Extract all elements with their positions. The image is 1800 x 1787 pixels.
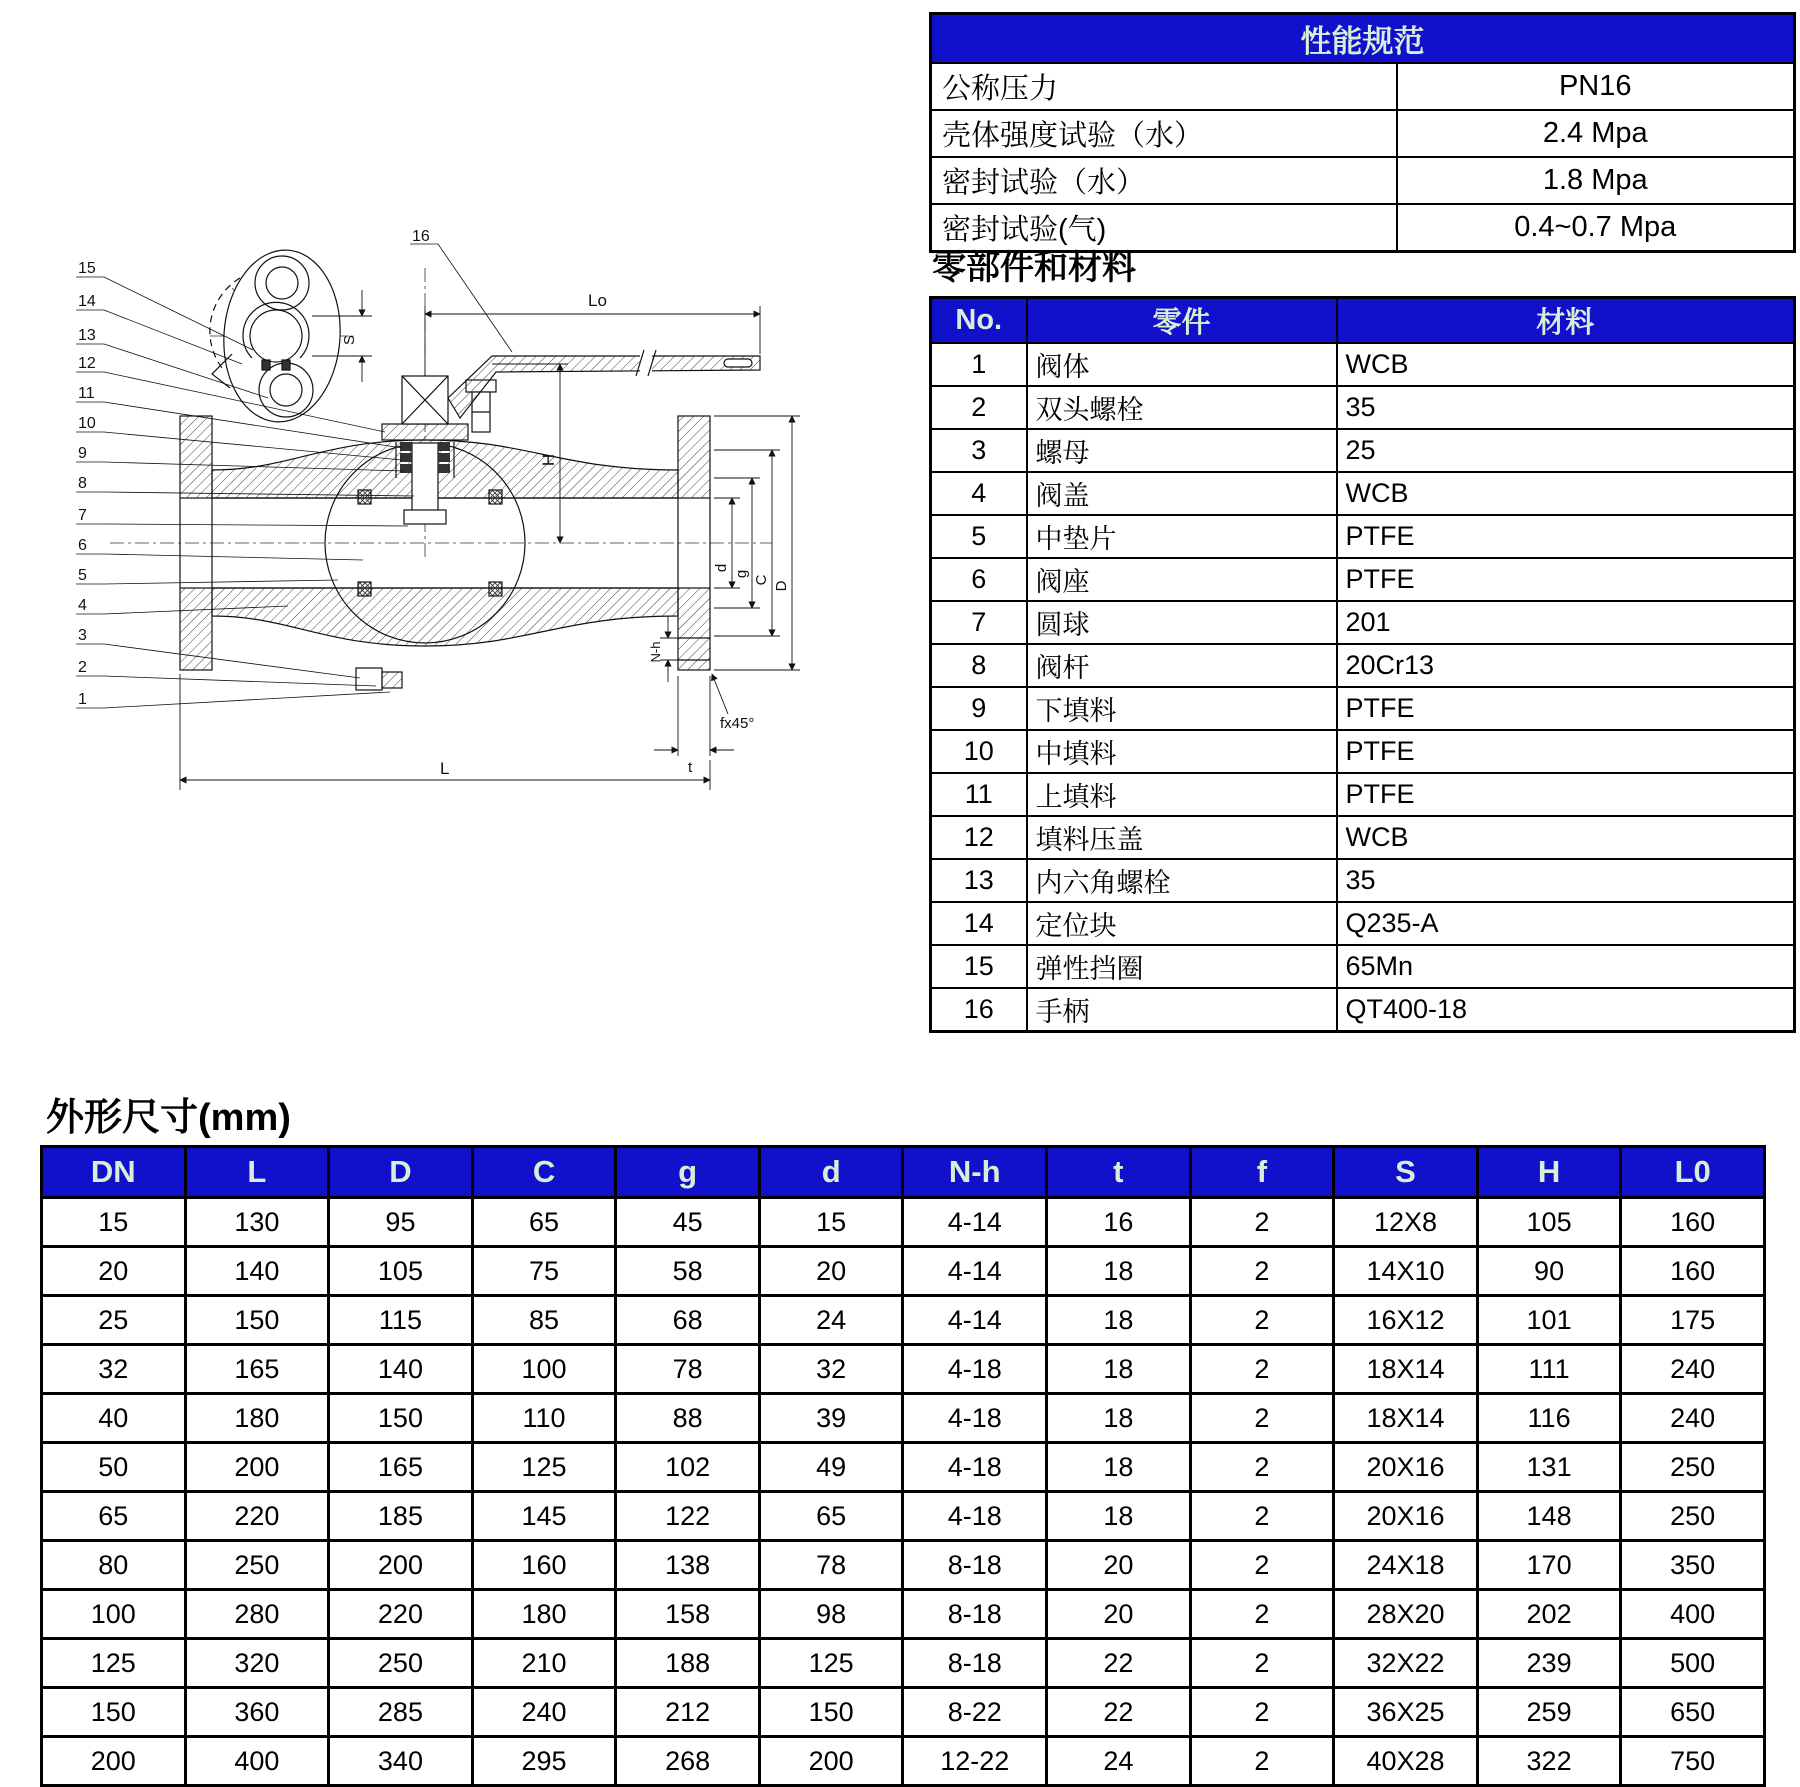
dims-cell: 75 (472, 1247, 616, 1296)
dims-cell: 111 (1477, 1345, 1621, 1394)
parts-row (931, 515, 1795, 558)
part-name-cell: 螺母 (1027, 429, 1337, 472)
part-material-cell: QT400-18 (1337, 988, 1795, 1032)
callout-6: 6 (78, 537, 87, 554)
dims-cell: 65 (759, 1492, 903, 1541)
parts-row (931, 687, 1795, 730)
dims-cell: 165 (329, 1443, 473, 1492)
spec-row (931, 63, 1795, 110)
dims-cell: 131 (1477, 1443, 1621, 1492)
parts-col-no: No. (931, 298, 1027, 344)
dims-col-g: g (616, 1147, 760, 1198)
dims-cell: 2 (1190, 1296, 1334, 1345)
dims-cell: 240 (1621, 1345, 1765, 1394)
parts-row (931, 902, 1795, 945)
dims-cell: 200 (759, 1737, 903, 1786)
part-name-cell: 阀盖 (1027, 472, 1337, 515)
spec-table-body (931, 63, 1795, 252)
part-name-cell: 阀体 (1027, 343, 1337, 386)
dims-cell: 148 (1477, 1492, 1621, 1541)
dims-cell: 65 (42, 1492, 186, 1541)
part-no-cell: 12 (931, 816, 1027, 859)
part-material-cell: 65Mn (1337, 945, 1795, 988)
part-name-cell: 内六角螺栓 (1027, 859, 1337, 902)
outline-dimensions-table (40, 1145, 1766, 1787)
dims-cell: 2 (1190, 1590, 1334, 1639)
dims-cell: 45 (616, 1198, 760, 1247)
part-material-cell: 20Cr13 (1337, 644, 1795, 687)
part-no-cell: 7 (931, 601, 1027, 644)
dimensions-section-heading: 外形尺寸(mm) (46, 1097, 291, 1139)
performance-spec-table (929, 12, 1796, 253)
dims-cell: 4-14 (903, 1198, 1047, 1247)
dim-label-c: C (753, 574, 770, 586)
parts-row (931, 988, 1795, 1032)
dims-cell: 24 (1047, 1737, 1191, 1786)
dims-cell: 12-22 (903, 1737, 1047, 1786)
spec-row-label: 壳体强度试验（水） (931, 110, 1397, 157)
parts-row (931, 429, 1795, 472)
dims-cell: 158 (616, 1590, 760, 1639)
dims-cell: 650 (1621, 1688, 1765, 1737)
part-no-cell: 10 (931, 730, 1027, 773)
dims-cell: 2 (1190, 1198, 1334, 1247)
dims-col-l0: L0 (1621, 1147, 1765, 1198)
dims-cell: 40 (42, 1394, 186, 1443)
dims-table-body (42, 1198, 1765, 1786)
dims-row (42, 1394, 1765, 1443)
dims-cell: 4-18 (903, 1394, 1047, 1443)
callout-10: 10 (78, 415, 96, 432)
spec-row-label: 密封试验（水） (931, 157, 1397, 204)
part-name-cell: 中垫片 (1027, 515, 1337, 558)
dims-cell: 8-18 (903, 1639, 1047, 1688)
dims-cell: 15 (42, 1198, 186, 1247)
dims-cell: 20 (1047, 1541, 1191, 1590)
dims-cell: 8-22 (903, 1688, 1047, 1737)
dims-col-t: t (1047, 1147, 1191, 1198)
spec-row-label: 密封试验(气) (931, 204, 1397, 252)
parts-row (931, 472, 1795, 515)
parts-col-part: 零件 (1027, 298, 1337, 344)
dims-row (42, 1198, 1765, 1247)
dims-cell: 322 (1477, 1737, 1621, 1786)
dims-cell: 285 (329, 1688, 473, 1737)
dims-cell: 88 (616, 1394, 760, 1443)
dims-cell: 125 (472, 1443, 616, 1492)
dim-label-big-d: D (773, 580, 790, 592)
callout-3: 3 (78, 627, 87, 644)
dims-cell: 101 (1477, 1296, 1621, 1345)
dims-cell: 28X20 (1334, 1590, 1478, 1639)
dims-cell: 240 (1621, 1394, 1765, 1443)
dims-cell: 2 (1190, 1639, 1334, 1688)
dims-cell: 100 (42, 1590, 186, 1639)
dims-cell: 185 (329, 1492, 473, 1541)
dims-cell: 175 (1621, 1296, 1765, 1345)
dims-cell: 400 (1621, 1590, 1765, 1639)
dims-cell: 105 (1477, 1198, 1621, 1247)
dims-cell: 18 (1047, 1394, 1191, 1443)
dims-col-nh: N-h (903, 1147, 1047, 1198)
dims-cell: 170 (1477, 1541, 1621, 1590)
dims-cell: 20 (42, 1247, 186, 1296)
dims-row (42, 1296, 1765, 1345)
part-material-cell: Q235-A (1337, 902, 1795, 945)
dims-cell: 240 (472, 1688, 616, 1737)
dims-cell: 50 (42, 1443, 186, 1492)
dims-cell: 150 (185, 1296, 329, 1345)
ball-valve-technical-drawing (60, 228, 800, 848)
dims-cell: 150 (42, 1688, 186, 1737)
dims-cell: 78 (759, 1541, 903, 1590)
dim-label-chamfer: fx45° (720, 715, 755, 732)
dims-cell: 18 (1047, 1492, 1191, 1541)
callout-14: 14 (78, 293, 96, 310)
dims-cell: 160 (1621, 1247, 1765, 1296)
dim-label-t: t (688, 759, 693, 776)
spec-row (931, 110, 1795, 157)
parts-row (931, 945, 1795, 988)
dims-cell: 220 (329, 1590, 473, 1639)
part-no-cell: 16 (931, 988, 1027, 1032)
dims-cell: 102 (616, 1443, 760, 1492)
dim-label-lo: Lo (588, 291, 607, 310)
dims-cell: 105 (329, 1247, 473, 1296)
dims-col-h: H (1477, 1147, 1621, 1198)
dims-col-s: S (1334, 1147, 1478, 1198)
dims-cell: 165 (185, 1345, 329, 1394)
dims-cell: 20 (1047, 1590, 1191, 1639)
dims-cell: 65 (472, 1198, 616, 1247)
part-no-cell: 15 (931, 945, 1027, 988)
dims-cell: 32 (42, 1345, 186, 1394)
dims-cell: 85 (472, 1296, 616, 1345)
part-no-cell: 1 (931, 343, 1027, 386)
dims-cell: 18 (1047, 1296, 1191, 1345)
dims-cell: 140 (329, 1345, 473, 1394)
dims-cell: 145 (472, 1492, 616, 1541)
dims-cell: 24X18 (1334, 1541, 1478, 1590)
callout-15: 15 (78, 260, 96, 277)
dims-row (42, 1639, 1765, 1688)
dims-cell: 4-18 (903, 1345, 1047, 1394)
dims-cell: 360 (185, 1688, 329, 1737)
spec-row-value: 1.8 Mpa (1397, 157, 1795, 204)
dims-col-l: L (185, 1147, 329, 1198)
dims-cell: 2 (1190, 1492, 1334, 1541)
dims-row (42, 1541, 1765, 1590)
callout-2: 2 (78, 659, 87, 676)
dims-cell: 40X28 (1334, 1737, 1478, 1786)
dims-cell: 78 (616, 1345, 760, 1394)
dims-cell: 39 (759, 1394, 903, 1443)
dims-col-d: D (329, 1147, 473, 1198)
dims-cell: 212 (616, 1688, 760, 1737)
dims-cell: 18 (1047, 1443, 1191, 1492)
part-material-cell: PTFE (1337, 730, 1795, 773)
dims-cell: 150 (329, 1394, 473, 1443)
dims-cell: 250 (185, 1541, 329, 1590)
spec-table-title: 性能规范 (931, 14, 1795, 64)
dim-label-d: d (713, 563, 730, 573)
dims-cell: 15 (759, 1198, 903, 1247)
dims-cell: 750 (1621, 1737, 1765, 1786)
part-no-cell: 5 (931, 515, 1027, 558)
dims-cell: 280 (185, 1590, 329, 1639)
part-material-cell: WCB (1337, 472, 1795, 515)
dims-cell: 140 (185, 1247, 329, 1296)
dims-row (42, 1737, 1765, 1786)
valve-section-geometry (110, 246, 772, 690)
parts-row (931, 644, 1795, 687)
dims-cell: 20 (759, 1247, 903, 1296)
parts-section-heading: 零部件和材料 (932, 249, 1136, 287)
dims-cell: 18X14 (1334, 1394, 1478, 1443)
dims-row (42, 1443, 1765, 1492)
spec-row-value: 0.4~0.7 Mpa (1397, 204, 1795, 252)
callout-11: 11 (78, 385, 95, 402)
part-no-cell: 6 (931, 558, 1027, 601)
parts-table-header (931, 298, 1795, 344)
parts-table-body (931, 343, 1795, 1032)
part-name-cell: 阀杆 (1027, 644, 1337, 687)
dims-row (42, 1492, 1765, 1541)
dims-cell: 4-18 (903, 1492, 1047, 1541)
dims-cell: 220 (185, 1492, 329, 1541)
part-name-cell: 上填料 (1027, 773, 1337, 816)
dim-label-s: S (341, 334, 358, 346)
dims-cell: 14X10 (1334, 1247, 1478, 1296)
dims-cell: 340 (329, 1737, 473, 1786)
dims-cell: 58 (616, 1247, 760, 1296)
part-no-cell: 8 (931, 644, 1027, 687)
dims-cell: 32X22 (1334, 1639, 1478, 1688)
dims-cell: 110 (472, 1394, 616, 1443)
dims-cell: 20X16 (1334, 1443, 1478, 1492)
part-name-cell: 手柄 (1027, 988, 1337, 1032)
part-no-cell: 9 (931, 687, 1027, 730)
dims-cell: 25 (42, 1296, 186, 1345)
dim-label-h: H (539, 453, 558, 467)
part-material-cell: 35 (1337, 386, 1795, 429)
callout-16: 16 (412, 228, 430, 245)
dims-cell: 160 (472, 1541, 616, 1590)
dim-label-g: g (733, 569, 750, 579)
part-no-cell: 13 (931, 859, 1027, 902)
dims-cell: 4-14 (903, 1247, 1047, 1296)
part-no-cell: 14 (931, 902, 1027, 945)
part-material-cell: WCB (1337, 343, 1795, 386)
spec-row-label: 公称压力 (931, 63, 1397, 110)
dims-cell: 259 (1477, 1688, 1621, 1737)
part-no-cell: 11 (931, 773, 1027, 816)
parts-col-material: 材料 (1337, 298, 1795, 344)
dims-cell: 200 (185, 1443, 329, 1492)
part-material-cell: PTFE (1337, 558, 1795, 601)
dims-cell: 295 (472, 1737, 616, 1786)
dims-cell: 32 (759, 1345, 903, 1394)
part-no-cell: 2 (931, 386, 1027, 429)
dims-cell: 2 (1190, 1443, 1334, 1492)
dims-col-c: C (472, 1147, 616, 1198)
dims-cell: 188 (616, 1639, 760, 1688)
callout-5: 5 (78, 567, 87, 584)
valve-body-lower-wall (212, 588, 678, 646)
parts-row (931, 386, 1795, 429)
part-name-cell: 圆球 (1027, 601, 1337, 644)
dims-cell: 4-18 (903, 1443, 1047, 1492)
part-name-cell: 下填料 (1027, 687, 1337, 730)
dims-cell: 500 (1621, 1639, 1765, 1688)
dims-col-f: f (1190, 1147, 1334, 1198)
parts-row (931, 859, 1795, 902)
dims-cell: 68 (616, 1296, 760, 1345)
part-material-cell: 201 (1337, 601, 1795, 644)
spec-row (931, 157, 1795, 204)
dims-cell: 122 (616, 1492, 760, 1541)
dims-row (42, 1590, 1765, 1639)
parts-row (931, 343, 1795, 386)
parts-materials-table (929, 296, 1796, 1033)
dims-cell: 100 (472, 1345, 616, 1394)
dims-cell: 95 (329, 1198, 473, 1247)
callout-4: 4 (78, 597, 87, 614)
spec-row-value: PN16 (1397, 63, 1795, 110)
dims-cell: 250 (329, 1639, 473, 1688)
dims-cell: 22 (1047, 1639, 1191, 1688)
dims-cell: 130 (185, 1198, 329, 1247)
dims-cell: 8-18 (903, 1590, 1047, 1639)
dims-cell: 18 (1047, 1345, 1191, 1394)
dims-cell: 268 (616, 1737, 760, 1786)
dims-cell: 202 (1477, 1590, 1621, 1639)
dims-cell: 90 (1477, 1247, 1621, 1296)
dims-cell: 210 (472, 1639, 616, 1688)
dims-cell: 150 (759, 1688, 903, 1737)
dims-cell: 24 (759, 1296, 903, 1345)
part-name-cell: 定位块 (1027, 902, 1337, 945)
dims-cell: 125 (42, 1639, 186, 1688)
dims-cell: 138 (616, 1541, 760, 1590)
dims-col-d2: d (759, 1147, 903, 1198)
dims-cell: 2 (1190, 1737, 1334, 1786)
dims-row (42, 1345, 1765, 1394)
dims-cell: 36X25 (1334, 1688, 1478, 1737)
dims-table-header (42, 1147, 1765, 1198)
dims-cell: 49 (759, 1443, 903, 1492)
dims-cell: 8-18 (903, 1541, 1047, 1590)
dims-cell: 22 (1047, 1688, 1191, 1737)
parts-row (931, 601, 1795, 644)
callout-7: 7 (78, 507, 87, 524)
callout-9: 9 (78, 445, 87, 462)
dims-cell: 180 (185, 1394, 329, 1443)
dims-cell: 2 (1190, 1394, 1334, 1443)
dims-cell: 12X8 (1334, 1198, 1478, 1247)
dims-cell: 18X14 (1334, 1345, 1478, 1394)
dims-row (42, 1688, 1765, 1737)
parts-row (931, 773, 1795, 816)
part-material-cell: PTFE (1337, 515, 1795, 558)
dims-cell: 2 (1190, 1541, 1334, 1590)
spec-row-value: 2.4 Mpa (1397, 110, 1795, 157)
dims-cell: 250 (1621, 1443, 1765, 1492)
dim-label-n-h: N-h (648, 641, 663, 663)
callout-12: 12 (78, 355, 96, 372)
dims-cell: 160 (1621, 1198, 1765, 1247)
callout-1: 1 (78, 691, 87, 708)
dims-cell: 400 (185, 1737, 329, 1786)
dims-cell: 116 (1477, 1394, 1621, 1443)
dims-cell: 2 (1190, 1688, 1334, 1737)
parts-row (931, 558, 1795, 601)
dims-cell: 16 (1047, 1198, 1191, 1247)
dims-cell: 180 (472, 1590, 616, 1639)
part-material-cell: PTFE (1337, 773, 1795, 816)
part-name-cell: 填料压盖 (1027, 816, 1337, 859)
dims-cell: 320 (185, 1639, 329, 1688)
spec-table-header (931, 14, 1795, 64)
dims-cell: 200 (329, 1541, 473, 1590)
dims-cell: 250 (1621, 1492, 1765, 1541)
dims-cell: 16X12 (1334, 1296, 1478, 1345)
part-no-cell: 3 (931, 429, 1027, 472)
dims-cell: 239 (1477, 1639, 1621, 1688)
part-material-cell: 35 (1337, 859, 1795, 902)
dims-cell: 115 (329, 1296, 473, 1345)
part-name-cell: 弹性挡圈 (1027, 945, 1337, 988)
part-no-cell: 4 (931, 472, 1027, 515)
part-name-cell: 中填料 (1027, 730, 1337, 773)
dim-label-l: L (440, 759, 450, 778)
dims-cell: 20X16 (1334, 1492, 1478, 1541)
dims-cell: 125 (759, 1639, 903, 1688)
dims-cell: 350 (1621, 1541, 1765, 1590)
dims-cell: 98 (759, 1590, 903, 1639)
part-name-cell: 阀座 (1027, 558, 1337, 601)
part-material-cell: 25 (1337, 429, 1795, 472)
dims-cell: 2 (1190, 1247, 1334, 1296)
dims-col-dn: DN (42, 1147, 186, 1198)
dims-cell: 2 (1190, 1345, 1334, 1394)
parts-row (931, 730, 1795, 773)
dims-cell: 18 (1047, 1247, 1191, 1296)
drain-plug (356, 668, 402, 690)
part-name-cell: 双头螺栓 (1027, 386, 1337, 429)
part-material-cell: PTFE (1337, 687, 1795, 730)
callout-13: 13 (78, 327, 96, 344)
parts-row (931, 816, 1795, 859)
dims-cell: 200 (42, 1737, 186, 1786)
part-material-cell: WCB (1337, 816, 1795, 859)
dims-cell: 80 (42, 1541, 186, 1590)
dims-row (42, 1247, 1765, 1296)
dims-cell: 4-14 (903, 1296, 1047, 1345)
callout-8: 8 (78, 475, 87, 492)
